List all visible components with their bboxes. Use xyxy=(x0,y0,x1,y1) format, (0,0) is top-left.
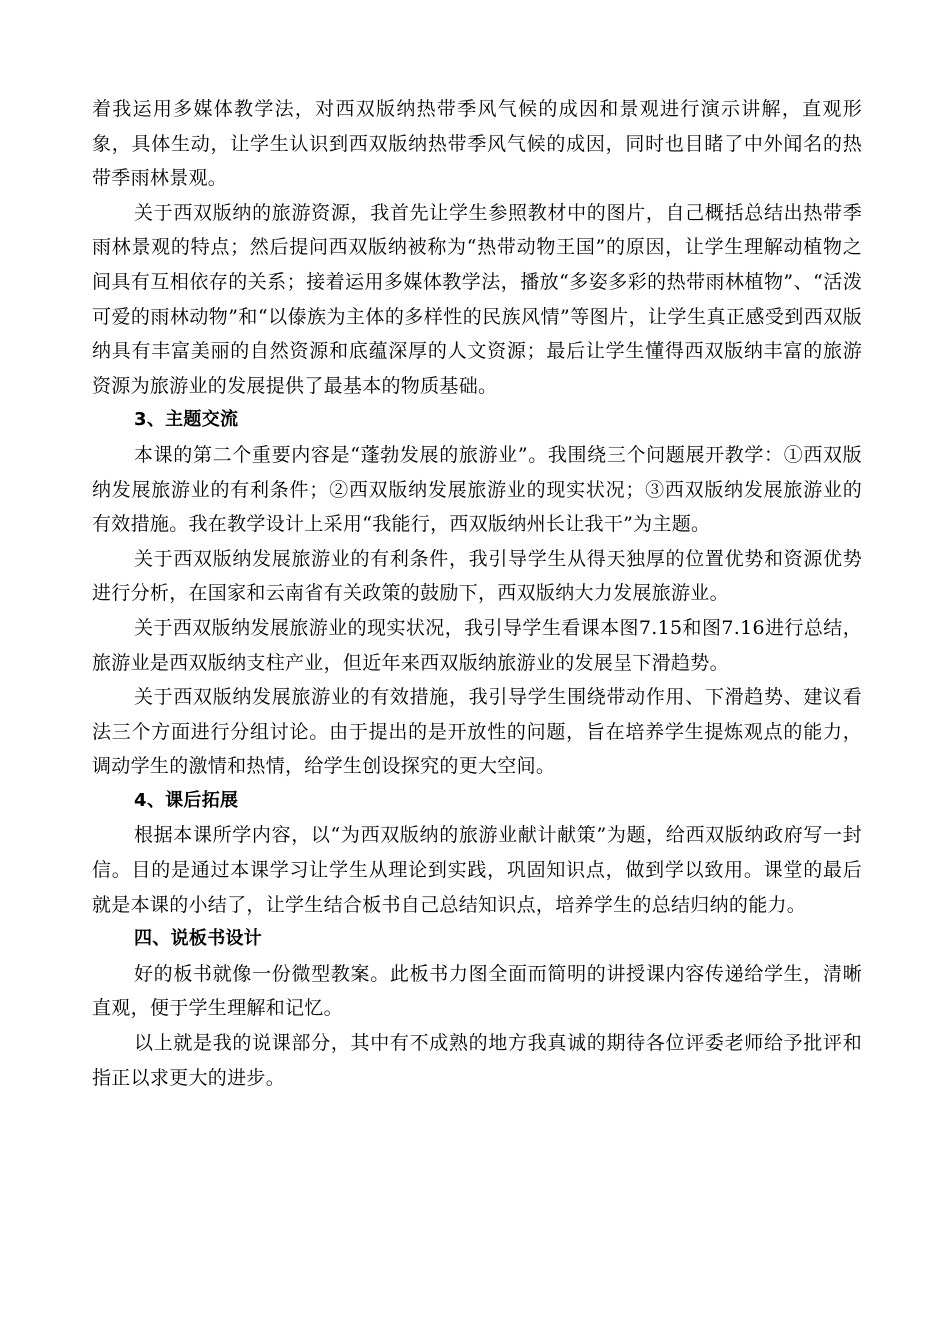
paragraph-tourism-resources: 关于西双版纳的旅游资源，我首先让学生参照教材中的图片，自己概括总结出热带季雨林景观的特点；然后提问西双版纳被称为“热带动物王国”的原因，让学生理解动植物之间具有互相依存的关系；接着运用多媒体教学法，播放“多姿多彩的热带雨林植物”、“活泼可爱的雨林动物”和“以傣族为主体的多样性的民族风情”等图片，让学生真正感受到西双版纳具有丰富美丽的自然资源和底蕴深厚的人文资源；最后让学生懂得西双版纳丰富的旅游资源为旅游业的发展提供了最基本的物质基础。 xyxy=(92,201,862,397)
section-heading-theme-exchange: 3、主题交流 xyxy=(134,409,239,431)
paragraph-favorable-conditions: 关于西双版纳发展旅游业的有利条件，我引导学生从得天独厚的位置优势和资源优势进行分析，在国家和云南省有关政策的鼓励下，西双版纳大力发展旅游业。 xyxy=(92,547,862,605)
document-body xyxy=(92,92,862,1095)
paragraph-second-content: 本课的第二个重要内容是“蓬勃发展的旅游业”。我围绕三个问题展开教学：①西双版纳发展旅游业的有利条件；②西双版纳发展旅游业的现实状况；③西双版纳发展旅游业的有效措施。我在教学设计上采用“我能行，西双版纳州长让我干”为主题。 xyxy=(92,443,862,536)
paragraph-current-status: 关于西双版纳发展旅游业的现实状况，我引导学生看课本图7.15和图7.16进行总结，旅游业是西双版纳支柱产业，但近年来西双版纳旅游业的发展呈下滑趋势。 xyxy=(92,616,862,674)
paragraph-blackboard-design: 好的板书就像一份微型教案。此板书力图全面而简明的讲授课内容传递给学生，清晰直观，便于学生理解和记忆。 xyxy=(92,962,862,1020)
paragraph-letter-assignment: 根据本课所学内容，以“为西双版纳的旅游业献计献策”为题，给西双版纳政府写一封信。目的是通过本课学习让学生从理论到实践，巩固知识点，做到学以致用。课堂的最后就是本课的小结了，让学生结合板书自己总结知识点，培养学生的总结归纳的能力。 xyxy=(92,824,862,916)
section-heading-after-class: 4、课后拓展 xyxy=(134,789,239,811)
paragraph-effective-measures: 关于西双版纳发展旅游业的有效措施，我引导学生围绕带动作用、下滑趋势、建议看法三个方面进行分组讨论。由于提出的是开放性的问题，旨在培养学生提炼观点的能力，调动学生的激情和热情，给学生创设探究的更大空间。 xyxy=(92,686,862,778)
paragraph-continuation: 着我运用多媒体教学法，对西双版纳热带季风气候的成因和景观进行演示讲解，直观形象，具体生动，让学生认识到西双版纳热带季风气候的成因，同时也目睹了中外闻名的热带季雨林景观。 xyxy=(92,98,862,190)
section-heading-blackboard: 四、说板书设计 xyxy=(134,928,263,950)
paragraph-closing: 以上就是我的说课部分，其中有不成熟的地方我真诚的期待各位评委老师给予批评和指正以求更大的进步。 xyxy=(92,1032,862,1089)
